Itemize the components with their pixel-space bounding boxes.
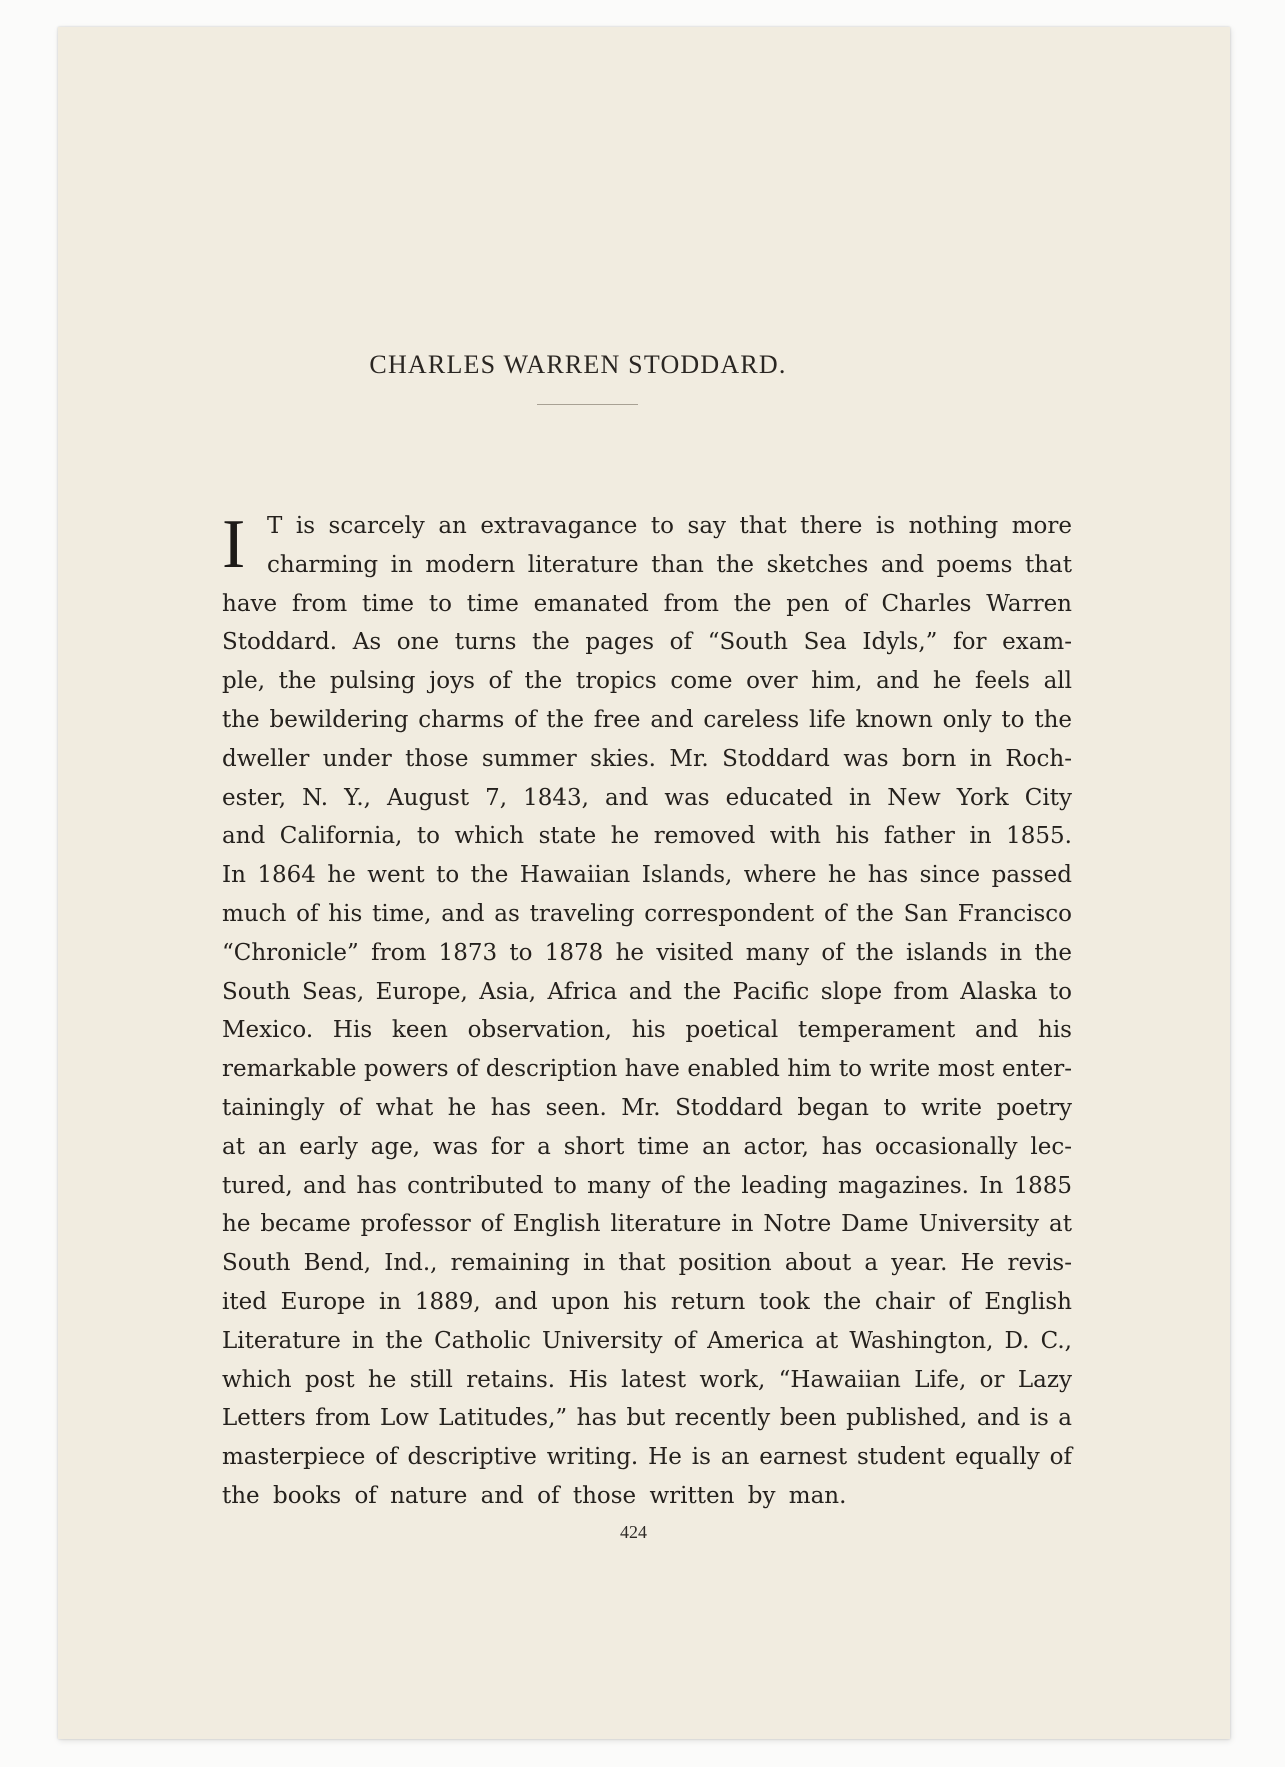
text-line: have from time to time emanated from the pen of Charles Warren	[222, 590, 1072, 617]
text-line: tainingly of what he has seen. Mr. Stoddard began to write poetry	[222, 1094, 1072, 1121]
drop-cap: I	[222, 506, 246, 583]
page-number: 424	[620, 1522, 647, 1542]
text-line: Letters from Low Latitudes,” has but recently been published, and is a	[222, 1405, 1072, 1432]
text-line: ester, N. Y., August 7, 1843, and was educated in New York City	[222, 784, 1072, 811]
text-line: and California, to which state he removed with his father in 1855.	[222, 823, 1072, 850]
text-line: ited Europe in 1889, and upon his return took the chair of English	[222, 1288, 1072, 1315]
text-line: much of his time, and as traveling correspondent of the San Francisco	[222, 900, 1072, 927]
text-line: In 1864 he went to the Hawaiian Islands, where he has since passed	[222, 862, 1072, 889]
text-line: tured, and has contributed to many of the leading magazines. In 1885	[222, 1172, 1072, 1199]
text-line: Mexico. His keen observation, his poetical temperament and his	[222, 1017, 1072, 1044]
text-line: remarkable powers of description have enabled him to write most enter-	[222, 1056, 1072, 1083]
text-line: South Bend, Ind., remaining in that position about a year. He revis-	[222, 1250, 1072, 1277]
page-title: CHARLES WARREN STODDARD.	[369, 350, 787, 379]
text-line: T is scarcely an extravagance to say that there is nothing more	[267, 513, 1072, 539]
text-line: South Seas, Europe, Asia, Africa and the Pacific slope from Alaska to	[222, 978, 1072, 1005]
text-line: ple, the pulsing joys of the tropics come over him, and he feels all	[222, 668, 1072, 695]
text-line: charming in modern literature than the sketches and poems that	[267, 551, 1072, 578]
text-line: the bewildering charms of the free and careless life known only to the	[222, 706, 1072, 733]
text-line: dweller under those summer skies. Mr. Stoddard was born in Roch-	[222, 745, 1072, 772]
text-line: the books of nature and of those written by man.	[222, 1482, 847, 1509]
text-line: “Chronicle” from 1873 to 1878 he visited many of the islands in the	[222, 939, 1072, 966]
title-rule-divider	[537, 404, 638, 405]
text-line: Literature in the Catholic University of America at Washington, D. C.,	[222, 1327, 1072, 1354]
text-line: at an early age, was for a short time an actor, has occasionally lec-	[222, 1133, 1072, 1160]
text-line: which post he still retains. His latest work, “Hawaiian Life, or Lazy	[222, 1366, 1072, 1393]
text-line: Stoddard. As one turns the pages of “South Sea Idyls,” for exam-	[222, 629, 1072, 656]
text-line: he became professor of English literature in Notre Dame University at	[222, 1211, 1072, 1238]
text-line: masterpiece of descriptive writing. He is an earnest student equally of	[222, 1444, 1072, 1471]
body-paragraph	[222, 507, 1072, 1516]
